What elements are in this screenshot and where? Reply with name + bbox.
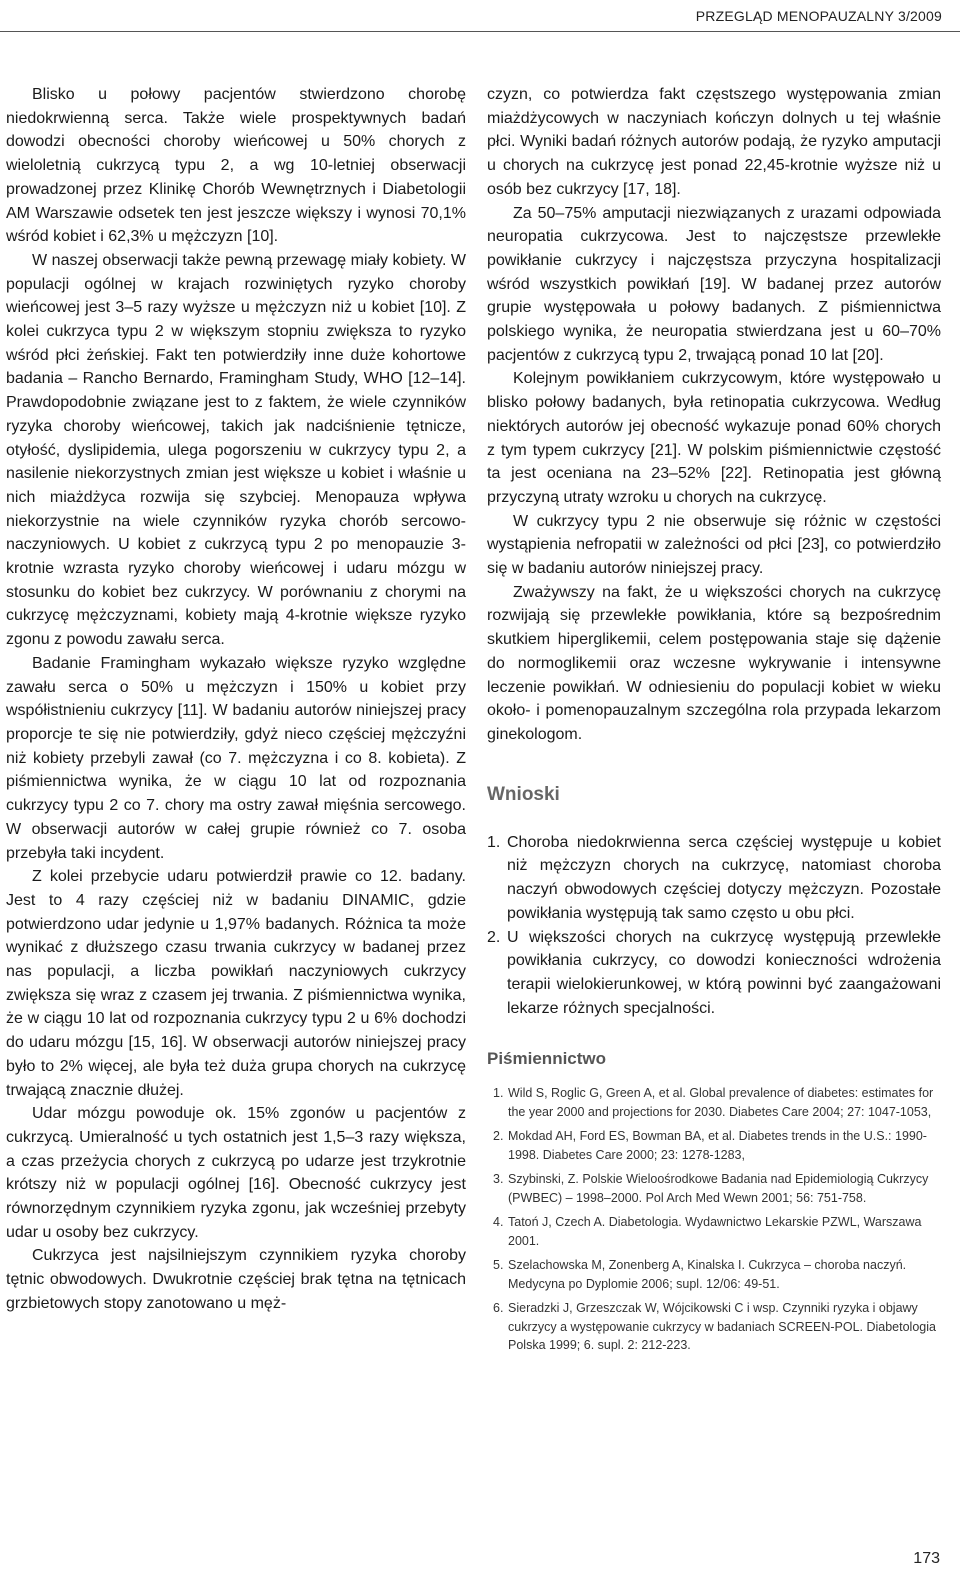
reference-text: Szybinski, Z. Polskie Wieloośrodkowe Badania nad Epidemiologią Cukrzycy (PWBEC) – 1998–2000. Pol Arch Med Wewn 2001; 56: 751-758. — [508, 1172, 929, 1205]
reference-text: Tatoń J, Czech A. Diabetologia. Wydawnictwo Lekarskie PZWL, Warszawa 2001. — [508, 1215, 922, 1248]
conclusion-item — [487, 831, 941, 926]
reference-text: Szelachowska M, Zonenberg A, Kinalska I. Cukrzyca – choroba naczyń. Medycyna po Dyplomie 2006; supl. 12/06: 49-51. — [508, 1258, 907, 1291]
reference-item — [487, 1127, 941, 1164]
paragraph: W naszej obserwacji także pewną przewagę miały kobiety. W populacji ogólnej w krajach rozwiniętych ryzyko choroby wieńcowej jest 3–5 razy wyższe u mężczyzn niż u kobiet [10]. Z kolei cukrzyca typu 2 w większym stopniu zwiększa to ryzyko wśród płci żeńskiej. Fakt ten potwierdziły inne duże kohortowe badania – Rancho Bernardo, Framingham Study, WHO [12–14]. Prawdopodobnie związane jest to z faktem, że wiele czynników ryzyka choroby wieńcowej, takich jak nadciśnienie tętnicze, otyłość, dyslipidemia, ulega pogorszeniu w cukrzycy typu 2, a nasilenie niekorzystnych zmian jest większe u kobiet i właśnie u nich miażdżyca rozwija się szybciej. Menopauza wpływa niekorzystnie na wiele czynników ryzyka chorób sercowo-naczyniowych. U kobiet z cukrzycą typu 2 po menopauzie 3-krotnie wzrasta ryzyko choroby wieńcowej i udaru mózgu w stosunku do kobiet bez cukrzycy. W porównaniu z chorymi na cukrzycę mężczyznami, kobiety mają 4-krotnie większe ryzyko zgonu z powodu zawału serca. — [6, 251, 466, 649]
paragraph: Z kolei przebycie udaru potwierdził prawie co 12. badany. Jest to 4 razy częściej niż w badaniu DINAMIC, gdzie potwierdzono udar jedynie u 1,97% badanych. Różnica ta może wynikać z dłuższego czasu trwania cukrzycy w badanej przez nas populacji, a liczba powikłań naczyniowych cukrzycy zwiększa się wraz z czasem jej trwania. Z piśmiennictwa wynika, że w ciągu 10 lat od rozpoznania cukrzycy typu 2 u 6% dochodzi do udaru mózgu [15, 16]. W obserwacji autorów niniejszej pracy było to 2% więcej, ale była też duża grupa chorych na cukrzycę trwającą znacznie dłużej. — [6, 868, 466, 1099]
reference-number: 5. — [493, 1258, 504, 1273]
conclusion-number: 1. — [487, 833, 501, 851]
paragraph: Badanie Framingham wykazało większe ryzyko względne zawału serca o 50% u mężczyzn i 150% u kobiet przy współistnieniu cukrzycy [11]. W badaniu autorów niniejszej pracy proporcje te się nie potwierdziły, gdyż nieco częściej mężczyźni niż kobiety przebyli zawał (co 7. mężczyzna i co 8. kobieta). Z piśmiennictwa wynika, że w ciągu 10 lat od rozpoznania cukrzycy typu 2 co 7. chory ma ostry zawał mięśnia sercowego. W obserwacji autorów w całej grupie również co 7. osoba przebyła taki incydent. — [6, 654, 466, 862]
reference-number: 2. — [493, 1129, 504, 1144]
paragraph: Zważywszy na fakt, że u większości chorych na cukrzycę rozwijają się przewlekłe powikłania, które są bezpośrednim skutkiem hiperglikemii, celem postępowania staje się dążenie do normoglikemii oraz wczesne wykrywanie i intensywne leczenie powikłań. W odniesieniu do populacji kobiet w wieku około- i pomenopauzalnym szczególna rola przypada lekarzom ginekologom. — [487, 583, 941, 743]
conclusion-text: Choroba niedokrwienna serca częściej występuje u kobiet niż mężczyzn chorych na cukrzycę, natomiast choroba naczyń obwodowych częściej dotyczy mężczyzn. Pozostałe powikłania występują tak samo często u obu płci. — [507, 833, 941, 922]
reference-text: Wild S, Roglic G, Green A, et al. Global prevalence of diabetes: estimates for the year 2000 and projections for 2030. Diabetes Care 2004; 27: 1047-1053, — [508, 1086, 934, 1119]
reference-item — [487, 1084, 941, 1121]
conclusion-item — [487, 926, 941, 1021]
header-rule — [0, 31, 960, 32]
right-column-body — [487, 83, 941, 747]
reference-number: 3. — [493, 1172, 504, 1187]
references-list — [487, 1084, 941, 1355]
reference-number: 6. — [493, 1301, 504, 1316]
paragraph: Kolejnym powikłaniem cukrzycowym, które występowało u blisko połowy badanych, była retinopatia cukrzycowa. Według niektórych autorów jej obecność wykazuje ponad 60% chorych z tym typem cukrzycy [21]. W polskim piśmiennictwie częstość ta jest oceniana na 23–52% [22]. Retinopatia jest główną przyczyną utraty wzroku u chorych na cukrzycę. — [487, 370, 941, 506]
reference-text: Sieradzki J, Grzeszczak W, Wójcikowski C i wsp. Czynniki ryzyka i objawy cukrzycy a występowanie cukrzycy w badaniach SCREEN-POL. Diabetologia Polska 1999; 6. supl. 2: 212-223. — [508, 1301, 936, 1353]
references-heading: Piśmiennictwo — [487, 1049, 607, 1069]
conclusion-number: 2. — [487, 928, 501, 946]
paragraph: Blisko u połowy pacjentów stwierdzono chorobę niedokrwienną serca. Także wiele prospektywnych badań dowodzi obecności choroby wieńcowej u 50% chorych z wieloletnią cukrzycą typu 2, a wg 10-letniej obserwacji prowadzonej przez Klinikę Chorób Wewnętrznych i Diabetologii AM Warszawie odsetek ten jest jeszcze większy i wynosi 70,1% wśród kobiet i 62,3% u mężczyzn [10]. — [6, 86, 466, 246]
paragraph: Cukrzyca jest najsilniejszym czynnikiem ryzyka choroby tętnic obwodowych. Dwukrotnie częściej brak tętna na tętnicach grzbietowych stopy zanotowano u męż- — [6, 1247, 466, 1312]
conclusion-text: U większości chorych na cukrzycę występują przewlekłe powikłania cukrzycy, co dowodzi konieczności wdrożenia terapii wielokierunkowej, w którą powinni być zaangażowani lekarze różnych specjalności. — [507, 928, 941, 1017]
conclusions-heading: Wnioski — [487, 783, 560, 805]
reference-item — [487, 1213, 941, 1250]
right-column — [487, 83, 941, 1361]
left-column — [6, 83, 466, 1316]
reference-item — [487, 1170, 941, 1207]
conclusions-list — [487, 831, 941, 1021]
page-number: 173 — [913, 1550, 940, 1567]
paragraph: W cukrzycy typu 2 nie obserwuje się różnic w częstości wystąpienia nefropatii w zależności od płci [23], co potwierdziło się w badaniu autorów niniejszej pracy. — [487, 512, 941, 578]
reference-item — [487, 1299, 941, 1355]
paragraph: Za 50–75% amputacji niezwiązanych z urazami odpowiada neuropatia cukrzycowa. Jest to najczęstsze przewlekłe powikłanie cukrzycy i najczęstsza przyczyna hospitalizacji wśród wszystkich powikłań [19]. W badanej przez autorów grupie występowała u połowy badanych. Z piśmiennictwa polskiego wynika, że neuropatia stwierdzana jest u 60–70% pacjentów z cukrzycą typu 2, trwającą ponad 10 lat [20]. — [487, 204, 941, 364]
reference-number: 1. — [493, 1086, 504, 1101]
journal-header: PRZEGLĄD MENOPAUZALNY 3/2009 — [695, 8, 942, 24]
reference-text: Mokdad AH, Ford ES, Bowman BA, et al. Diabetes trends in the U.S.: 1990-1998. Diabetes Care 2000; 23: 1278-1283, — [508, 1129, 927, 1162]
paragraph: Udar mózgu powoduje ok. 15% zgonów u pacjentów z cukrzycą. Umieralność u tych ostatnich jest 1,5–3 razy większa, a czas przeżycia chorych z cukrzycą po udarze jest trzykrotnie krótszy niż w populacji ogólnej [16]. Obecność cukrzycy jest równorzędnym czynnikiem ryzyka zgonu, jak wcześniej przebyty udar u osoby bez cukrzycy. — [6, 1105, 466, 1241]
paragraph: czyzn, co potwierdza fakt częstszego występowania zmian miażdżycowych w naczyniach kończyn dolnych u tej właśnie płci. Wyniki badań różnych autorów podają, że ryzyko amputacji u chorych na cukrzycę jest ponad 22,45-krotnie wyższe niż u osób bez cukrzycy [17, 18]. — [487, 86, 941, 198]
reference-number: 4. — [493, 1215, 504, 1230]
reference-item — [487, 1256, 941, 1293]
